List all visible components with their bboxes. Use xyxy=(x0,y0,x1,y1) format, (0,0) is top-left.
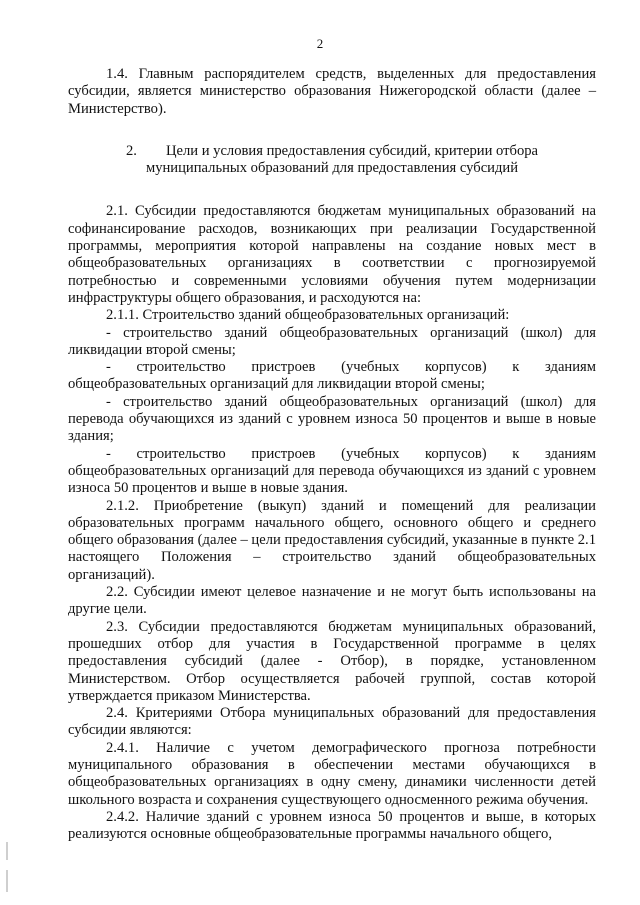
list-item-3: - строительство зданий общеобразовательных организаций (школ) для перевода обучающихся из зданий с уровнем износа 50 процентов и выше в новые здания; xyxy=(68,393,596,445)
scan-margin-mark xyxy=(6,842,8,860)
scan-margin-mark xyxy=(6,870,8,892)
list-item-4: - строительство пристроев (учебных корпусов) к зданиям общеобразовательных организаций для перевода обучающихся из зданий с уровнем износа 50 процентов и выше в новые здания. xyxy=(68,445,596,497)
paragraph-2-4: 2.4. Критериями Отбора муниципальных образований для предоставления субсидии являются: xyxy=(68,705,596,739)
section-heading-line1 xyxy=(68,143,596,160)
paragraph-2-2: 2.2. Субсидии имеют целевое назначение и не могут быть использованы на другие цели. xyxy=(68,584,596,618)
section-number: 2. xyxy=(125,142,137,159)
section-heading-line2: муниципальных образований для предоставления субсидий xyxy=(145,160,519,177)
list-item-2: - строительство пристроев (учебных корпусов) к зданиям общеобразовательных организаций для ликвидации второй смены; xyxy=(68,359,596,393)
paragraph-2-1-2: 2.1.2. Приобретение (выкуп) зданий и помещений для реализации образовательных программ начального общего, основного общего и среднего общего образования (далее – цели предоставления субсидий, указанные в пункте 2.1 настоящего Положения – строительство зданий общеобразовательных организаций). xyxy=(68,497,596,583)
paragraph-2-1: 2.1. Субсидии предоставляются бюджетам муниципальных образований на софинансирование расходов, возникающих при реализации Государственной программы, мероприятия которой направлены на создание новых мест в общеобразовательных организациях в соответствии с прогнозируемой потребностью и современными условиями обучения путем модернизации инфраструктуры общего образования, и расходуются на: xyxy=(68,203,596,306)
section-title-line1: Цели и условия предоставления субсидий, критерии отбора xyxy=(165,142,539,159)
paragraph-1-4: 1.4. Главным распорядителем средств, выделенных для предоставления субсидии, является министерство образования Нижегородской области (далее – Министерство). xyxy=(68,66,596,117)
paragraph-2-3: 2.3. Субсидии предоставляются бюджетам муниципальных образований, прошедших отбор для участия в Государственной программе в целях предоставления субсидий (далее - Отбор), в порядке, установленном Министерством. Отбор осуществляется рабочей группой, состав которой утверждается приказом Министерства. xyxy=(68,618,596,704)
list-item-1: - строительство зданий общеобразовательных организаций (школ) для ликвидации второй смены; xyxy=(68,324,596,358)
paragraph-2-1-1: 2.1.1. Строительство зданий общеобразовательных организаций: xyxy=(106,307,510,324)
section-heading xyxy=(68,143,596,178)
page-number: 2 xyxy=(316,36,324,51)
paragraph-2-4-2: 2.4.2. Наличие зданий с уровнем износа 50 процентов и выше, в которых реализуются основные общеобразовательные программы начального общего, xyxy=(68,808,596,843)
document-body xyxy=(68,66,596,843)
paragraph-2-4-1: 2.4.1. Наличие с учетом демографического прогноза потребности муниципального образования в обеспечении местами обучающихся в общеобразовательных организациях в одну смену, динамики численности детей школьного возраста и сохранения существующего односменного режима обучения. xyxy=(68,739,596,808)
